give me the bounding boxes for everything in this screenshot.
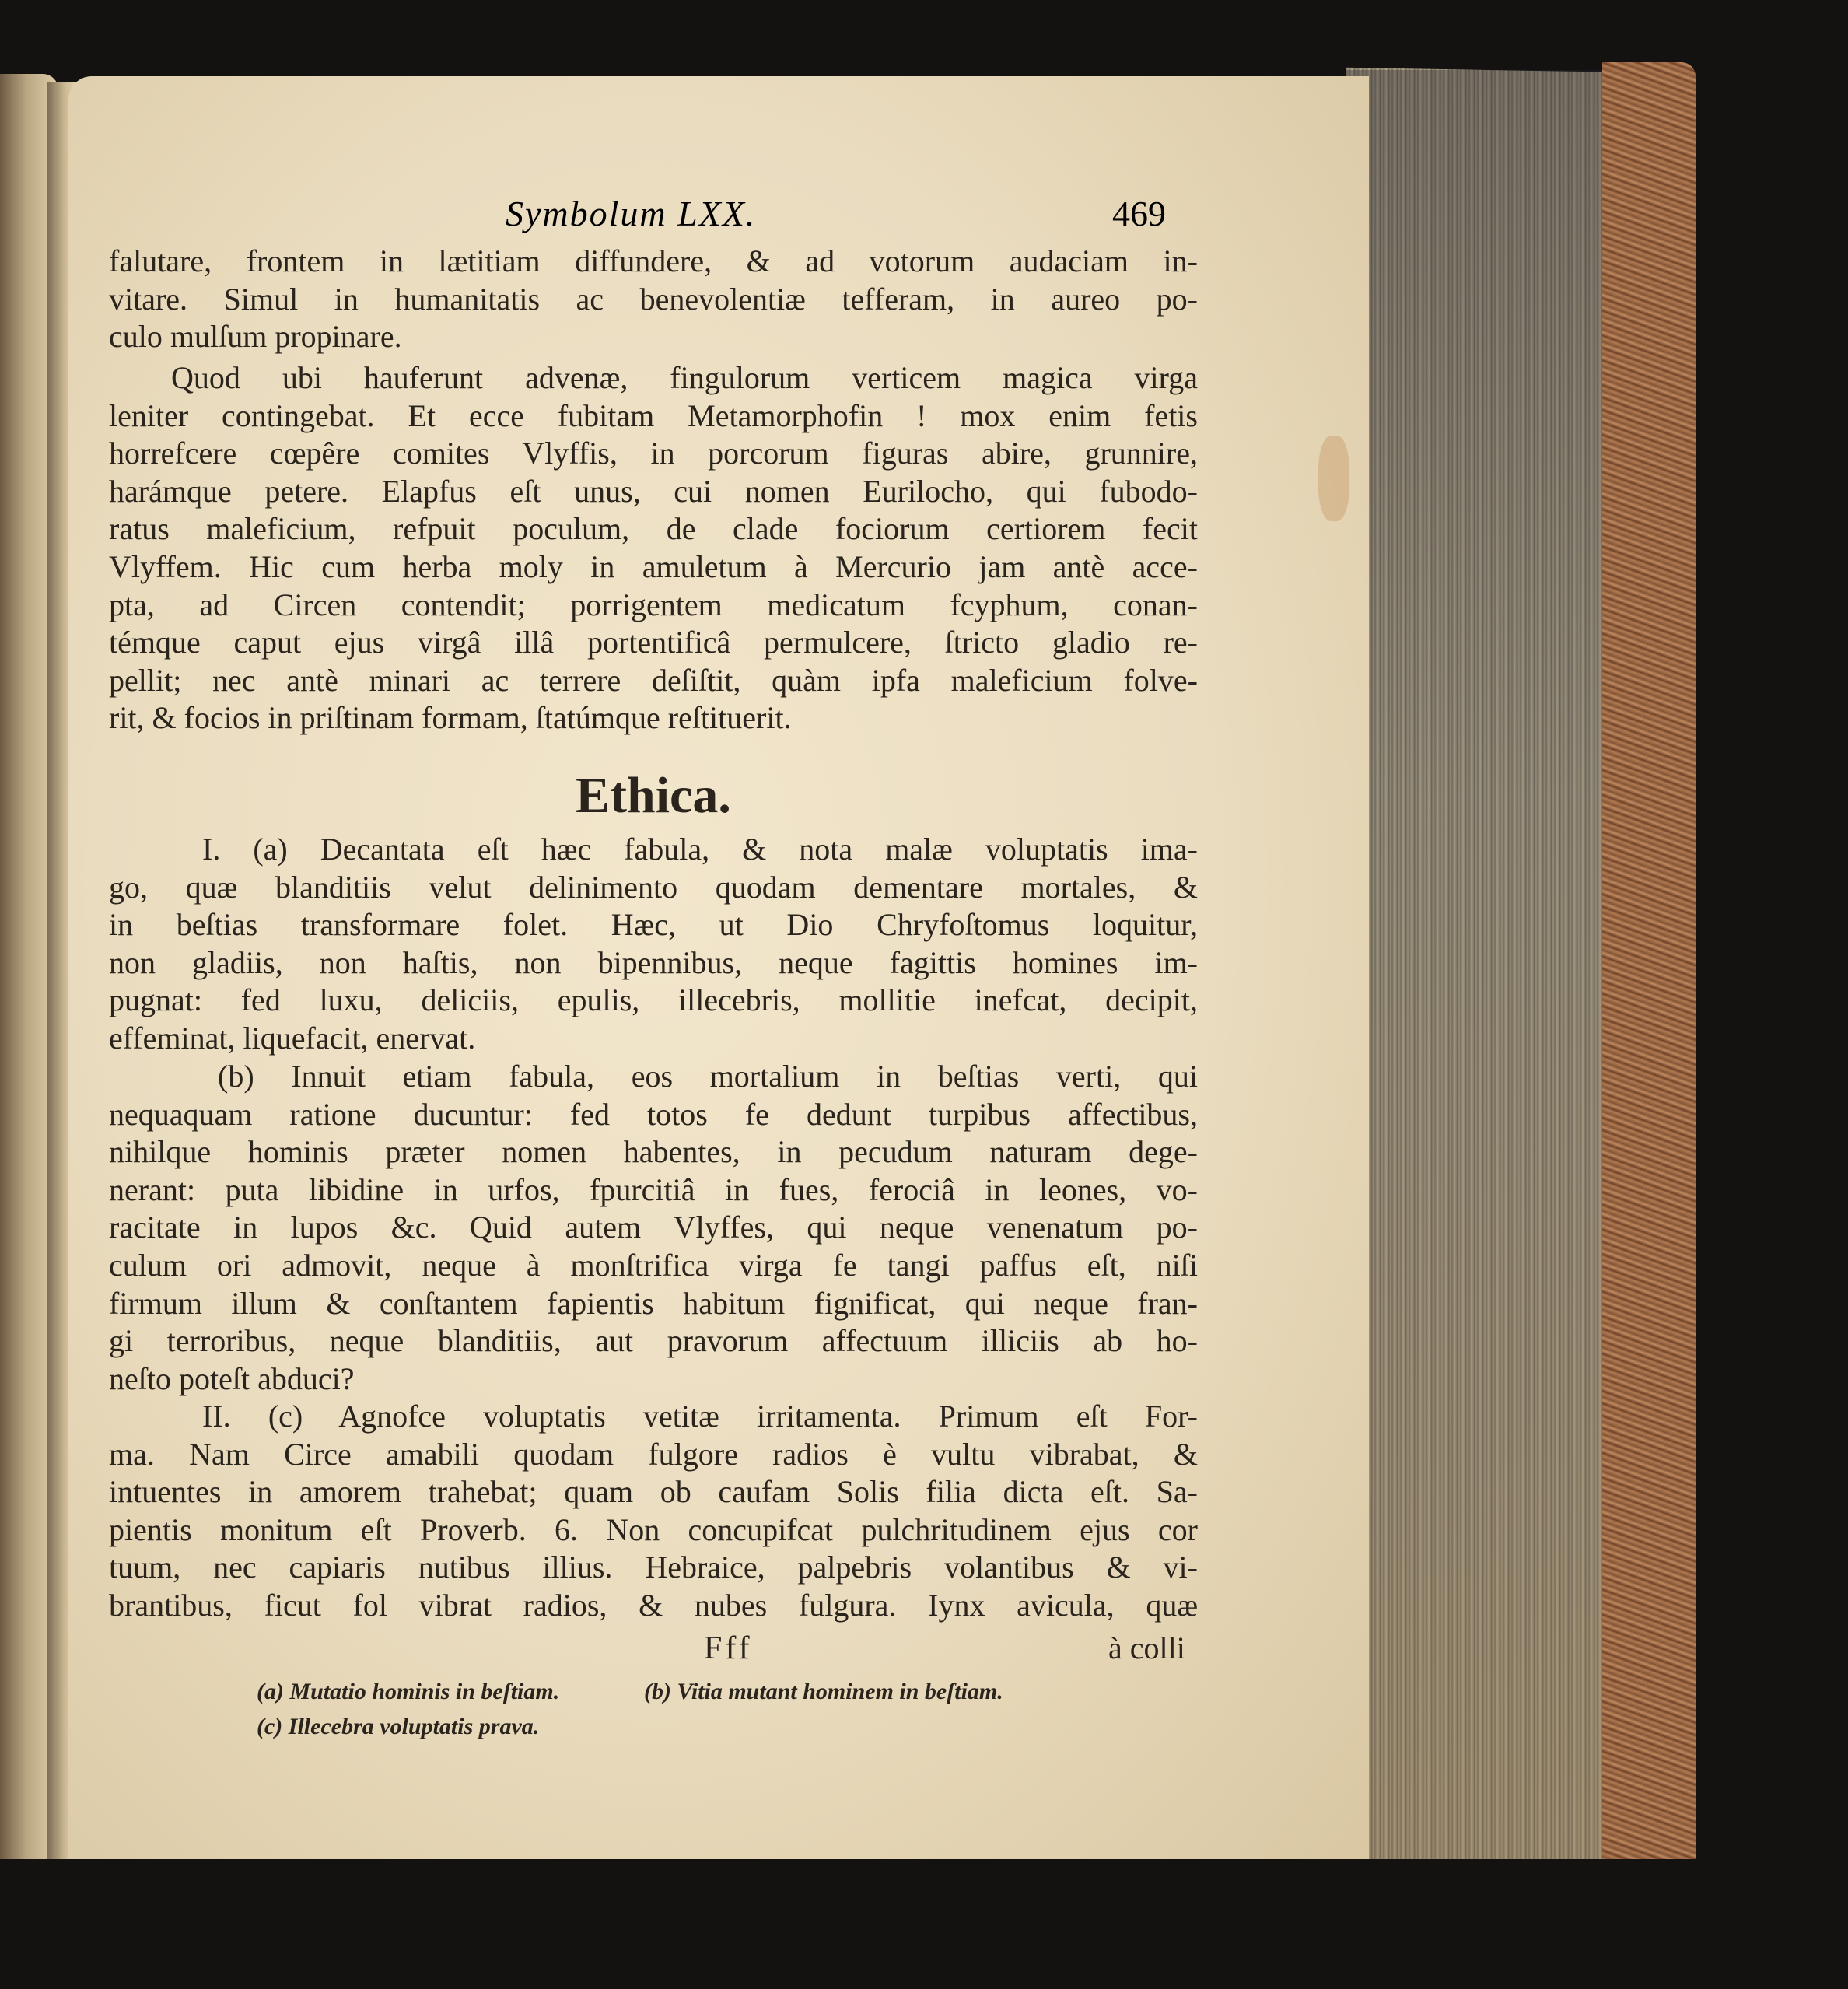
paragraph-3: [109, 831, 1198, 1058]
footnote-b: (b) Vitia mutant hominem in beſtiam.: [644, 1679, 1003, 1704]
text-line: Quod ubi hauferunt advenæ, fingulorum verticem magica virga: [171, 360, 1198, 395]
text-line: non gladiis, non haſtis, non bipennibus, neque fagittis homines im-: [109, 944, 1198, 980]
text-line: ma. Nam Circe amabili quodam fulgore radios è vultu vibrabat, &: [109, 1436, 1198, 1472]
text-line: pta, ad Circen contendit; porrigentem medicatum fcyphum, conan-: [109, 587, 1198, 622]
text-line: (b) Innuit etiam fabula, eos mortalium in beſtias verti, qui: [218, 1059, 1198, 1094]
paragraph-1: [109, 243, 1198, 356]
text-line: effeminat, liquefacit, enervat.: [109, 1020, 476, 1056]
text-line: rit, & focios in priſtinam formam, ſtatúmque reſtituerit.: [109, 700, 792, 736]
text-line: I. (a) Decantata eſt hæc fabula, & nota malæ voluptatis ima-: [202, 832, 1198, 867]
text-line: brantibus, ficut fol vibrat radios, & nubes fulgura. Iynx avicula, quæ: [109, 1587, 1198, 1623]
text-line: Vlyffem. Hic cum herba moly in amuletum à Mercurio jam antè acce-: [109, 548, 1198, 584]
text-line: falutare, frontem in lætitiam diffundere, & ad votorum audaciam in-: [109, 243, 1198, 278]
paragraph-4: [109, 1058, 1198, 1398]
page-header: [109, 193, 1198, 240]
paragraph-2: [109, 359, 1198, 737]
text-line: in beſtias transformare folet. Hæc, ut Dio Chryfoſtomus loquitur,: [109, 907, 1198, 943]
text-line: tuum, nec capiaris nutibus illius. Hebraice, palpebris volantibus & vi-: [109, 1550, 1198, 1585]
text-line: nequaquam ratione ducuntur: fed totos fe dedunt turpibus affectibus,: [109, 1096, 1198, 1132]
page-number: 469: [1112, 194, 1166, 233]
text-line: racitate in lupos &c. Quid autem Vlyffes, qui neque venenatum po-: [109, 1210, 1198, 1245]
signature-mark: Fff: [704, 1630, 753, 1666]
text-line: nerant: puta libidine in urfos, fpurcitiâ in fues, ferociâ in leones, vo-: [109, 1171, 1198, 1207]
text-line: leniter contingebat. Et ecce fubitam Metamorphofin ! mox enim fetis: [109, 397, 1198, 433]
footnote-a: (a) Mutatio hominis in beſtiam.: [257, 1679, 560, 1704]
paper-stain: [1318, 436, 1349, 521]
text-line: pellit; nec antè minari ac terrere deſiſtit, quàm ipfa maleficium folve-: [109, 662, 1198, 698]
text-line: nihilque hominis præter nomen habentes, in pecudum naturam dege-: [109, 1134, 1198, 1170]
text-line: pugnat: fed luxu, deliciis, epulis, illecebris, mollitie inefcat, decipit,: [109, 982, 1198, 1018]
text-line: culum ori admovit, neque à monſtrifica virga fe tangi paffus eſt, niſi: [109, 1247, 1198, 1283]
text-line: harámque petere. Elapfus eſt unus, cui nomen Eurilocho, qui fubodo-: [109, 473, 1198, 509]
paragraph-5: [109, 1398, 1198, 1625]
background-bottom: [0, 1859, 1848, 1989]
text-line: ratus maleficium, refpuit poculum, de clade fociorum certiorem fecit: [109, 511, 1198, 547]
footnote-c: (c) Illecebra voluptatis prava.: [257, 1714, 540, 1739]
text-line: intuentes in amorem trahebat; quam ob caufam Solis filia dicta eſt. Sa-: [109, 1474, 1198, 1510]
text-line: témque caput ejus virgâ illâ portentificâ permulcere, ſtricto gladio re-: [109, 625, 1198, 660]
text-line: go, quæ blanditiis velut delinimento quodam dementare mortales, &: [109, 869, 1198, 905]
page-block-shade: [1346, 70, 1633, 1882]
text-line: pientis monitum eſt Proverb. 6. Non concupifcat pulchritudinem ejus cor: [109, 1511, 1198, 1547]
running-head: Symbolum LXX.: [506, 194, 757, 233]
text-line: culo mulſum propinare.: [109, 319, 402, 355]
text-line: neſto poteſt abduci?: [109, 1360, 355, 1396]
text-line: vitare. Simul in humanitatis ac benevolentiæ tefferam, in aureo po-: [109, 281, 1198, 317]
text-line: horrefcere cœpêre comites Vlyffis, in porcorum figuras abire, grunnire,: [109, 436, 1198, 471]
text-line: II. (c) Agnofce voluptatis vetitæ irritamenta. Primum eſt For-: [202, 1399, 1198, 1434]
catchword: à colli: [1108, 1630, 1185, 1665]
book-cover-edge: [1602, 62, 1696, 1906]
text-line: gi terroribus, neque blanditiis, aut pravorum affectuum illiciis ab ho-: [109, 1323, 1198, 1359]
text-line: firmum illum & conſtantem fapientis habitum fignificat, qui neque fran-: [109, 1285, 1198, 1321]
section-heading: Ethica.: [576, 767, 731, 824]
